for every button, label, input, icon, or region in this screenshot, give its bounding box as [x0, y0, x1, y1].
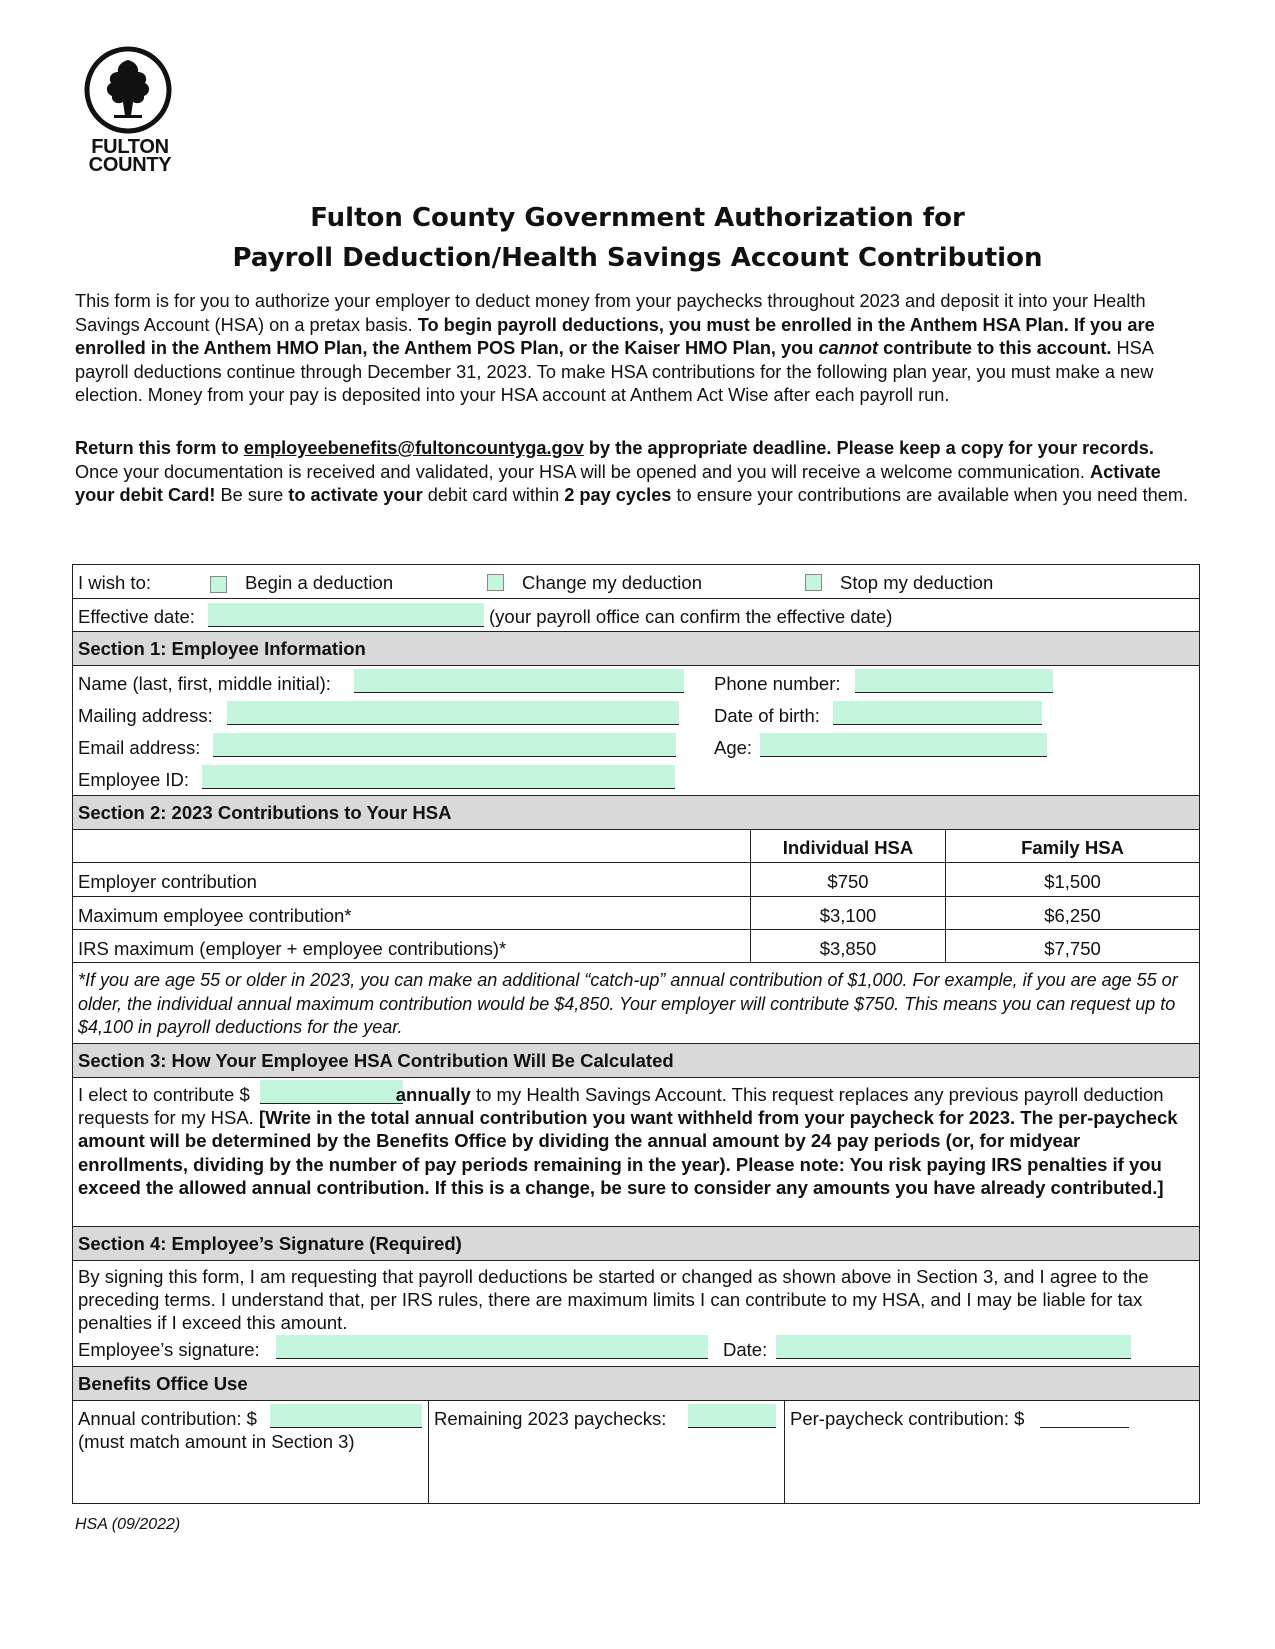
change-deduction-checkbox[interactable] [487, 574, 504, 591]
tree-icon [84, 46, 172, 134]
family-hsa-header: Family HSA [1021, 837, 1124, 858]
annually-text: annually [395, 1084, 471, 1105]
employer-individual-value: $750 [827, 871, 869, 892]
mailing-address-field[interactable] [227, 701, 679, 725]
mailing-address-label: Mailing address: [78, 705, 213, 726]
intro-bold-text: To begin payroll deductions, you must be enrolled in the Anthem HSA Plan. If you are enrolled in the Anthem HMO Plan, the Anthem POS Plan, or the Kaiser HMO Plan, you [75, 314, 1155, 358]
effective-date-note: (your payroll office can confirm the effective date) [489, 606, 893, 627]
return-text-2: by the appropriate deadline. Please keep a copy for your records. [583, 438, 1154, 458]
change-deduction-label: Change my deduction [522, 572, 702, 593]
replaces-text: to my Health Savings Account. This request replaces any previous payroll deduction requests for my HSA. [78, 1084, 1164, 1129]
logo-wordmark [80, 138, 180, 174]
email-address-label: Email address: [78, 737, 201, 758]
divider [73, 1260, 1199, 1261]
divider [73, 665, 1199, 666]
per-paycheck-field[interactable] [1040, 1404, 1129, 1428]
signature-terms: By signing this form, I am requesting that payroll deductions be started or changed as shown above in Section 3, and I agree to the preceding terms. I understand that, per IRS rules, there are maximum limits I can contribute to my HSA, and I may be liable for tax penalties if I exceed this amount. [78, 1266, 1149, 1334]
intro-bold-text-2: contribute to this account. [878, 338, 1112, 358]
email-address-field[interactable] [213, 733, 676, 757]
name-label: Name (last, first, middle initial): [78, 673, 331, 694]
remaining-paychecks-label: Remaining 2023 paychecks: [434, 1408, 667, 1429]
section-3-heading: Section 3: How Your Employee HSA Contribution Will Be Calculated [73, 1044, 1199, 1077]
name-field[interactable] [354, 669, 684, 693]
intro-emphasis: cannot [818, 338, 879, 358]
divider [73, 896, 1199, 897]
signature-field[interactable] [276, 1335, 708, 1359]
fulton-county-logo [80, 44, 180, 184]
stop-deduction-label: Stop my deduction [840, 572, 994, 593]
return-text: Return this form to [75, 438, 244, 458]
age-field[interactable] [760, 733, 1047, 757]
date-label: Date: [723, 1339, 768, 1360]
catch-up-note: *If you are age 55 or older in 2023, you can make an additional “catch-up” annual contribution of $1,000. For example, if you are age 55 or older, the individual annual maximum contribution would be $4,850. Your employer will contribute $750. This means you can request up to $4,100 in payroll deductions for the year. [78, 970, 1178, 1037]
form-title-line-2: Payroll Deduction/Health Savings Account Contribution [232, 243, 1043, 273]
stop-deduction-checkbox[interactable] [805, 574, 822, 591]
divider [73, 1400, 1199, 1401]
section-3-text [78, 1083, 1188, 1199]
form-version: HSA (09/2022) [75, 1516, 181, 1533]
remaining-paychecks-field[interactable] [688, 1404, 776, 1428]
logo-line-1: FULTON [91, 136, 169, 158]
phone-label: Phone number: [714, 673, 841, 694]
intro-paragraph [75, 290, 1195, 408]
form-title-line-1: Fulton County Government Authorization for [310, 203, 965, 233]
section-2-heading: Section 2: 2023 Contributions to Your HSA [73, 796, 1199, 829]
irs-max-family-value: $7,750 [1044, 938, 1101, 959]
return-text-6: to ensure your contributions are available when you need them. [671, 485, 1189, 505]
activate-text: to activate your [288, 485, 423, 505]
age-label: Age: [714, 737, 753, 758]
return-paragraph [75, 437, 1195, 508]
employee-id-label: Employee ID: [78, 769, 190, 790]
intro-text: This form is for you to authorize your employer to deduct money from your paychecks throughout 2023 and deposit it into your Health Savings Account (HSA) on a pretax basis. [75, 291, 1146, 335]
section-1-heading: Section 1: Employee Information [73, 632, 1199, 665]
email-link[interactable]: employeebenefits@fultoncountyga.gov [243, 438, 584, 458]
divider [73, 1077, 1199, 1078]
authorization-form [72, 564, 1200, 1504]
divider [73, 862, 1199, 863]
effective-date-label: Effective date: [78, 606, 195, 627]
dob-field[interactable] [833, 701, 1042, 725]
begin-deduction-checkbox[interactable] [210, 576, 227, 593]
irs-maximum-label: IRS maximum (employer + employee contributions)* [78, 938, 507, 959]
column-divider [428, 1400, 429, 1504]
max-employee-family-value: $6,250 [1044, 905, 1101, 926]
office-annual-label: Annual contribution: $ [78, 1408, 257, 1429]
begin-deduction-label: Begin a deduction [245, 572, 394, 593]
return-text-3: Once your documentation is received and validated, your HSA will be opened and you will receive a welcome communication. [75, 461, 1091, 482]
column-divider [784, 1400, 785, 1504]
activate-card-text: Activate your debit Card! [75, 461, 1161, 505]
individual-hsa-header: Individual HSA [782, 837, 914, 858]
employer-family-value: $1,500 [1044, 871, 1101, 892]
employee-id-field[interactable] [202, 765, 675, 789]
office-annual-note: (must match amount in Section 3) [78, 1431, 355, 1452]
pay-cycles-text: 2 pay cycles [564, 485, 672, 505]
intro-text-2: HSA payroll deductions continue through December 31, 2023. To make HSA contributions for the following plan year, you must make a new election. Money from your pay is deposited into your HSA account at Anthem Act Wise after each payroll run. [75, 338, 1154, 405]
signature-date-field[interactable] [776, 1335, 1131, 1359]
divider [73, 962, 1199, 963]
employer-contribution-label: Employer contribution [78, 871, 257, 892]
per-paycheck-label: Per-paycheck contribution: $ [790, 1408, 1025, 1429]
effective-date-field[interactable] [208, 603, 484, 627]
return-text-5: debit card within [422, 485, 565, 505]
signature-label: Employee’s signature: [78, 1339, 260, 1360]
divider [73, 598, 1199, 599]
max-employee-contribution-label: Maximum employee contribution* [78, 905, 352, 926]
dob-label: Date of birth: [714, 705, 820, 726]
irs-max-individual-value: $3,850 [819, 938, 877, 959]
divider [73, 929, 1199, 930]
wish-label: I wish to: [78, 572, 151, 593]
contribute-text: I elect to contribute $ [78, 1084, 250, 1105]
max-employee-individual-value: $3,100 [819, 905, 877, 926]
section-4-heading: Section 4: Employee’s Signature (Required) [73, 1227, 1199, 1260]
logo-line-2: COUNTY [88, 154, 172, 176]
divider [73, 829, 1199, 830]
benefits-office-heading: Benefits Office Use [73, 1367, 1199, 1400]
office-annual-field[interactable] [270, 1404, 422, 1428]
instructions-text: [Write in the total annual contribution you want withheld from your paycheck for 2023. The per-paycheck amount will be determined by the Benefits Office by dividing the annual amount by 24 pay periods (or, for midyear enrollments, dividing by the number of pay periods remaining in the year). Please note: You risk paying IRS penalties if you exceed the allowed annual contribution. If this is a change, be sure to consider any amounts you have already contributed.] [78, 1107, 1178, 1198]
return-text-4: Be sure [215, 485, 289, 505]
phone-field[interactable] [855, 669, 1053, 693]
